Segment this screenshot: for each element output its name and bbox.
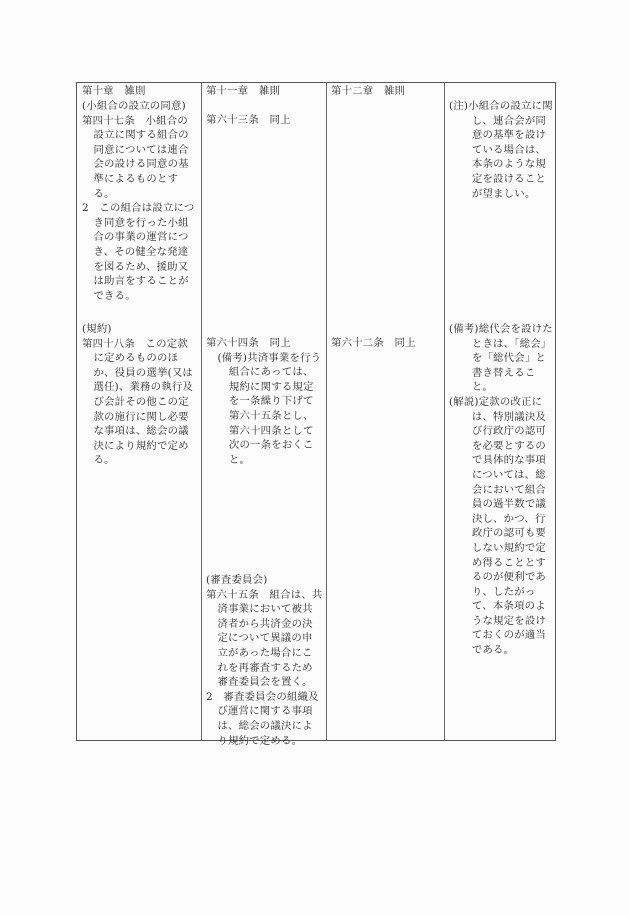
article-47-paragraph-2: 2 この組合は設立につき同意を行った小組合の事業の運営につき、その健全な発達を図るため、援助又は助言をすることができる。 [82,202,195,302]
comparison-table [76,82,556,747]
column-notes [444,83,556,740]
section-article-64 [206,336,323,467]
column-heading: 第十章 雑則 [82,85,146,97]
article-47: 第四十七条 小組合の設立に関する組合の同意については連合会の設ける同意の基準によるものとする。 [82,114,189,200]
section-review-committee [206,573,323,748]
section-article-63 [206,113,323,128]
column-heading: 第十一章 雑則 [206,85,281,97]
explanation-text: (解説)定款の改正には、特別議決及び行政庁の認可を必要とするので具体的な事項については、総会において組合員の過半数で議決し、かつ、行政庁の認可も要しない規約で定め得ることとするのが便利であり、したがって、本条項のような規定を設けておくのが適当である。 [449,395,547,657]
section-subunion-consent [82,99,198,303]
column-chapter-12 [326,83,445,740]
article-63: 第六十三条 同上 [206,114,291,126]
section-bylaws [82,322,198,468]
remark-text: (備考)総代会を設けたときは、「総会」を「総代会」と書き替えること。 [449,323,553,394]
article-64: 第六十四条 同上 [206,337,291,349]
section-remark-explanation [449,322,553,658]
note-text: (注)小組合の設立に関し、連合会が同意の基準を設けている場合は、本条のような規定を設けることが望ましい。 [449,100,553,200]
article-caption: (規約) [82,323,112,335]
article-65: 第六十五条 組合は、共済事業において被共済者から共済金の決定について異議の申立があった場合にこれを再審査するため審査委員会を置く。 [206,588,323,689]
article-65-paragraph-2: 2 審査委員会の組織及び運営に関する事項は、総会の議決により規約で定める。 [206,690,319,747]
column-chapter-10 [77,83,202,740]
article-caption: (審査委員会) [206,574,268,586]
article-48: 第四十八条 この定款に定めるもののほか、役員の選挙(又は選任)、業務の執行及び会計その他この定款の施行に関し必要な事項は、総会の議決により規約で定める。 [82,337,194,467]
column-chapter-11 [201,83,327,747]
article-caption: (小組合の設立の同意) [82,100,186,112]
article-64-remark: (備考)共済事業を行う組合にあっては、規約に関する規定を一条繰り下げて第六十五条とし、第六十四条として次の一条をおくこと。 [217,351,322,466]
column-heading: 第十二章 雑則 [331,85,406,97]
section-article-62 [331,336,441,351]
article-62: 第六十二条 同上 [331,337,416,349]
section-note [449,99,553,201]
